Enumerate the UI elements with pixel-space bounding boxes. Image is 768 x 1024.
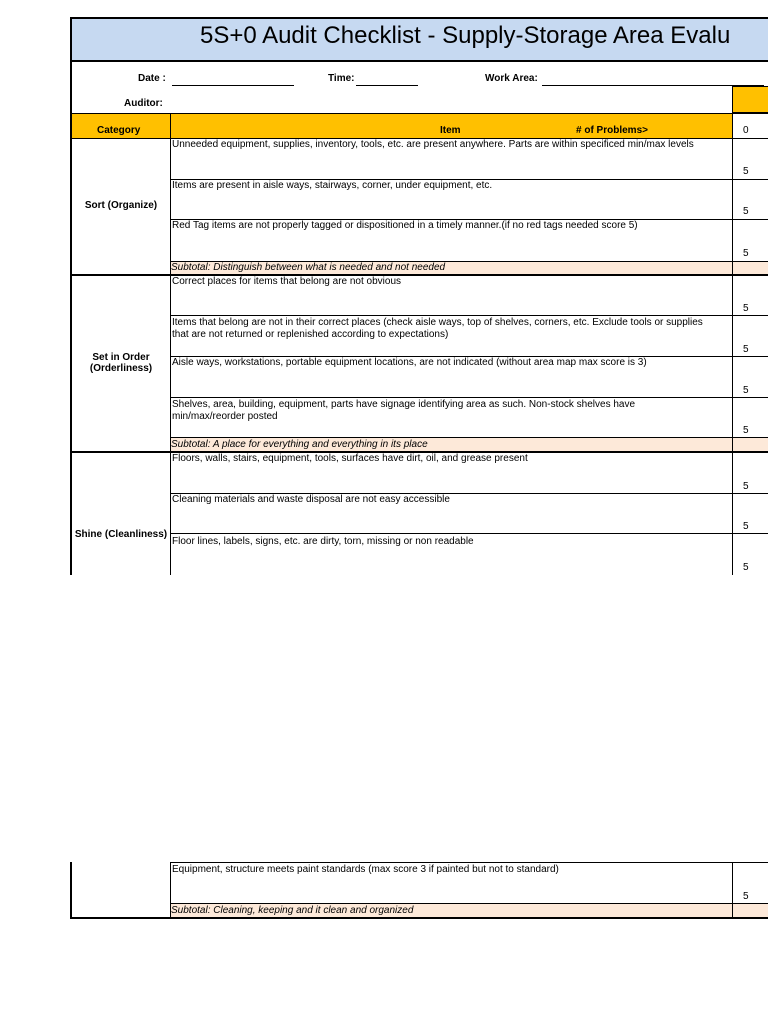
item-score[interactable]: 5 [743, 425, 749, 436]
category-sort: Sort (Organize) [84, 200, 158, 211]
checklist-item: Equipment, structure meets paint standards (max score 3 if painted but not to standard) [172, 864, 559, 875]
divider [170, 397, 768, 398]
work-area-field[interactable] [542, 85, 764, 86]
divider [70, 60, 72, 115]
divider [170, 113, 171, 138]
problems-column-header: # of Problems> [576, 125, 648, 136]
item-score[interactable]: 5 [743, 344, 749, 355]
time-field[interactable] [356, 85, 418, 86]
page-title: 5S+0 Audit Checklist - Supply-Storage Area Evalu [200, 22, 731, 49]
item-score[interactable]: 5 [743, 521, 749, 532]
category-column-header: Category [97, 125, 141, 136]
checklist-item: Floor lines, labels, signs, etc. are dirty, torn, missing or non readable [172, 536, 474, 547]
divider [170, 862, 768, 863]
divider [70, 862, 72, 919]
divider [170, 315, 768, 316]
time-label: Time: [328, 73, 355, 84]
item-score[interactable]: 5 [743, 303, 749, 314]
checklist-item: Floors, walls, stairs, equipment, tools, surfaces have dirt, oil, and grease present [172, 453, 528, 464]
date-label: Date : [138, 73, 166, 84]
item-score[interactable]: 5 [743, 206, 749, 217]
checklist-item: Unneeded equipment, supplies, inventory, tools, etc. are present anywhere. Parts are within specificed min/max levels [172, 139, 694, 150]
item-score[interactable]: 5 [743, 481, 749, 492]
item-column-header: Item [440, 125, 461, 136]
zero-cell [732, 113, 768, 138]
work-area-label: Work Area: [485, 73, 538, 84]
checklist-item: Correct places for items that belong are not obvious [172, 276, 402, 287]
item-score[interactable]: 5 [743, 248, 749, 259]
divider [70, 60, 768, 62]
auditor-label: Auditor: [124, 98, 163, 109]
checklist-item: Red Tag items are not properly tagged or dispositioned in a timely manner.(if no red tags needed score 5) [172, 220, 638, 231]
subtotal-score-cell [733, 438, 768, 451]
divider [70, 917, 768, 919]
subtotal-row: Subtotal: A place for everything and everything in its place [171, 438, 732, 451]
score-header-cell [732, 86, 768, 113]
zero-value: 0 [743, 125, 749, 136]
date-field[interactable] [172, 85, 294, 86]
item-score[interactable]: 5 [743, 891, 749, 902]
subtotal-row: Subtotal: Cleaning, keeping and it clean and organized [171, 904, 732, 917]
divider [170, 533, 768, 534]
checklist-item: Items are present in aisle ways, stairways, corner, under equipment, etc. [172, 180, 493, 191]
subtotal-row: Subtotal: Distinguish between what is needed and not needed [171, 262, 732, 274]
checklist-item: Items that belong are not in their correct places (check aisle ways, top of shelves, corners, etc. Exclude tools or supplies that are not returned or replenished according to expectations) [172, 317, 703, 340]
checklist-item: Aisle ways, workstations, portable equipment locations, are not indicated (without area map max score is 3) [172, 357, 647, 368]
item-score[interactable]: 5 [743, 166, 749, 177]
checklist-item: Cleaning materials and waste disposal are not easy accessible [172, 494, 450, 505]
category-shine: Shine (Cleanliness) [74, 529, 168, 540]
category-set-in-order: Set in Order (Orderliness) [89, 352, 153, 374]
item-score[interactable]: 5 [743, 562, 749, 573]
subtotal-score-cell [733, 904, 768, 917]
checklist-item: Shelves, area, building, equipment, parts have signage identifying area as such. Non-stock shelves have min/max/reorder posted [172, 399, 636, 422]
item-score[interactable]: 5 [743, 385, 749, 396]
subtotal-score-cell [733, 262, 768, 274]
